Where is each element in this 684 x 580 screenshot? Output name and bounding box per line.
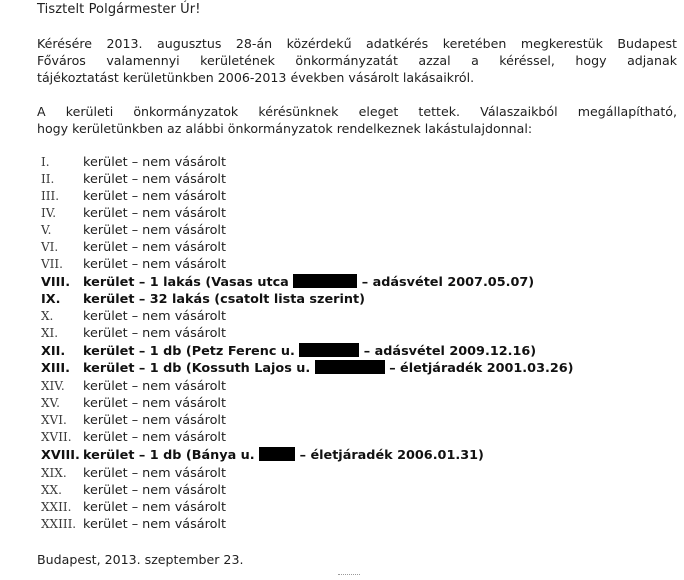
district-status: kerület – nem vásárolt	[83, 189, 227, 204]
district-status: kerület – nem vásárolt	[83, 517, 227, 532]
district-status: kerület – nem vásárolt	[83, 466, 227, 481]
district-status: kerület – nem vásárolt	[83, 240, 227, 255]
district-number: XIX.	[41, 466, 67, 480]
district-number: XXIII.	[41, 517, 77, 531]
district-number: VI.	[41, 240, 59, 254]
district-number: XV.	[41, 396, 60, 410]
district-status: kerület – nem vásárolt	[83, 413, 227, 428]
redaction-bar	[293, 274, 357, 288]
paragraph-line: A kerületi önkormányzatok kérésünknek eleget tettek. Válaszaikból megállapítható,	[37, 104, 677, 119]
district-transaction: – életjáradék 2001.03.26)	[389, 361, 574, 376]
district-status: kerület – nem vásárolt	[83, 483, 227, 498]
redaction-bar	[299, 343, 359, 357]
district-number: X.	[41, 309, 54, 323]
paragraph-line: Főváros valamennyi kerületének önkormányzatát azzal a kéréssel, hogy adjanak	[37, 53, 677, 68]
district-status: kerület – nem vásárolt	[83, 155, 227, 170]
district-status: kerület – 1 lakás (Vasas utca	[83, 275, 289, 290]
district-transaction: – adásvétel 2007.05.07)	[361, 275, 535, 290]
place-date: Budapest, 2013. szeptember 23.	[37, 552, 244, 567]
district-number: XX.	[41, 483, 62, 497]
district-status: kerület – nem vásárolt	[83, 257, 227, 272]
paragraph-result	[37, 103, 677, 137]
redaction-bar	[259, 447, 295, 461]
district-number: XIII.	[41, 361, 71, 376]
district-status: kerület – nem vásárolt	[83, 379, 227, 394]
district-number: IV.	[41, 206, 57, 220]
district-number: VIII.	[41, 275, 71, 290]
district-number: XVI.	[41, 413, 67, 427]
district-status: kerület – 1 db (Petz Ferenc u.	[83, 344, 295, 359]
paragraph-line: Kérésére 2013. augusztus 28-án közérdekű adatkérés keretében megkerestük Budapest	[37, 36, 677, 51]
district-status: kerület – nem vásárolt	[83, 309, 227, 324]
district-status: kerület – nem vásárolt	[83, 223, 227, 238]
district-number: III.	[41, 189, 60, 203]
district-number: XVII.	[41, 430, 72, 444]
district-number: XI.	[41, 326, 59, 340]
district-status: kerület – nem vásárolt	[83, 172, 227, 187]
paragraph-request	[37, 35, 677, 86]
district-number: V.	[41, 223, 52, 237]
district-status: kerület – nem vásárolt	[83, 206, 227, 221]
paragraph-line: tájékoztatást kerületünkben 2006-2013 években vásárolt lakásaikról.	[37, 70, 475, 85]
district-number: II.	[41, 172, 55, 186]
signature-mark	[338, 574, 360, 579]
district-transaction: – életjáradék 2006.01.31)	[299, 448, 484, 463]
district-status: kerület – nem vásárolt	[83, 396, 227, 411]
district-number: XXII.	[41, 500, 72, 514]
salutation: Tisztelt Polgármester Úr!	[37, 2, 201, 17]
district-number: XIV.	[41, 379, 65, 393]
district-number: VII.	[41, 257, 63, 271]
district-number: XII.	[41, 344, 66, 359]
district-number: I.	[41, 155, 50, 169]
paragraph-line: hogy kerületünkben az alábbi önkormányzatok rendelkeznek lakástulajdonnal:	[37, 121, 533, 136]
district-status: kerület – nem vásárolt	[83, 326, 227, 341]
district-number: IX.	[41, 292, 61, 307]
district-status: kerület – 32 lakás (csatolt lista szerint)	[83, 292, 365, 307]
redaction-bar	[315, 360, 385, 374]
district-status: kerület – nem vásárolt	[83, 430, 227, 445]
district-status: kerület – 1 db (Kossuth Lajos u.	[83, 361, 311, 376]
district-status: kerület – nem vásárolt	[83, 500, 227, 515]
district-number: XVIII.	[41, 448, 80, 463]
district-status: kerület – 1 db (Bánya u.	[83, 448, 255, 463]
district-transaction: – adásvétel 2009.12.16)	[363, 344, 537, 359]
